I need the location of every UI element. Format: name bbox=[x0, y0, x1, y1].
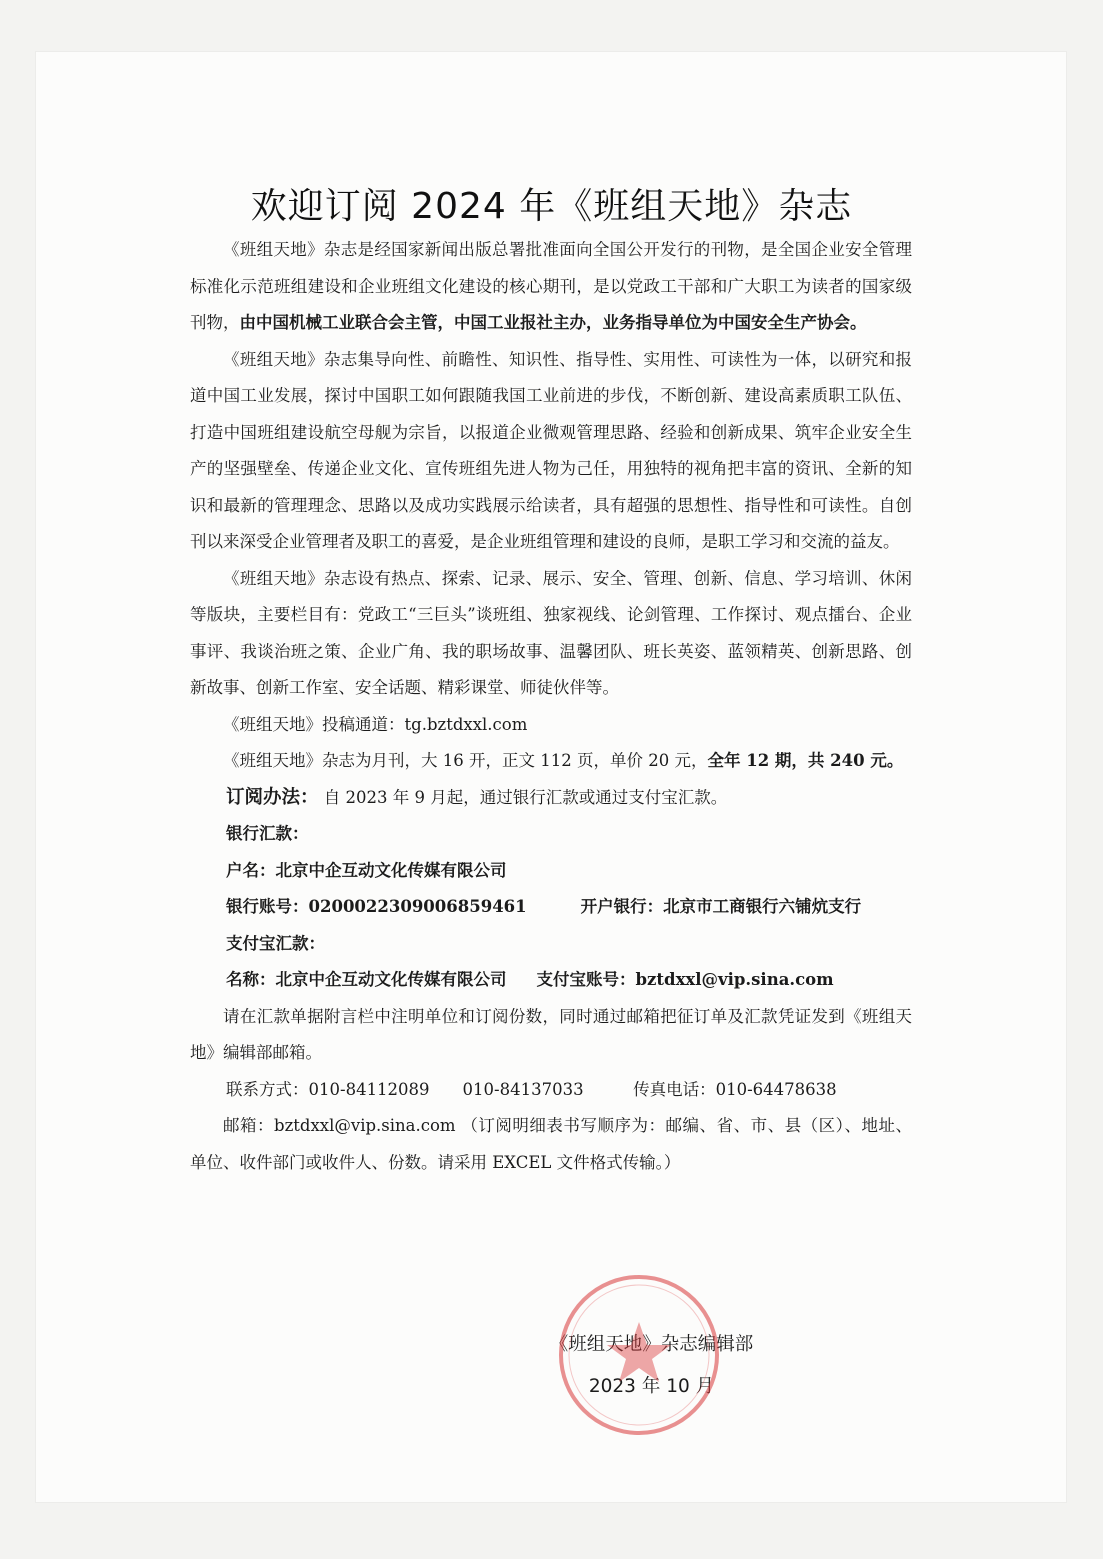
account-number-row bbox=[190, 889, 912, 926]
alipay-name: 名称：北京中企互动文化传媒有限公司 bbox=[226, 970, 507, 989]
alipay-account: 支付宝账号：bztdxxl@vip.sina.com bbox=[536, 970, 834, 989]
intro-p1-bold: 由中国机械工业联合会主管，中国工业报社主办，业务指导单位为中国安全生产协会。 bbox=[239, 313, 867, 332]
intro-paragraph-1 bbox=[190, 232, 912, 342]
account-name: 户名：北京中企互动文化传媒有限公司 bbox=[226, 860, 507, 880]
subscription-heading: 订阅办法： bbox=[226, 786, 319, 808]
official-seal bbox=[556, 1272, 722, 1438]
document-body bbox=[190, 232, 912, 1181]
price-bold: 全年 12 期，共 240 元。 bbox=[707, 751, 904, 770]
subscription-method bbox=[190, 780, 912, 817]
email-line: 邮箱：bztdxxl@vip.sina.com （订阅明细表书写顺序为：邮编、省、市、县（区）、地址、单位、收件部门或收件人、份数。请采用 EXCEL 文件格式传输。） bbox=[190, 1116, 912, 1172]
intro-paragraph-2: 《班组天地》杂志集导向性、前瞻性、知识性、指导性、实用性、可读性为一体，以研究和报道中国工业发展，探讨中国职工如何跟随我国工业前进的步伐，不断创新、建设高素质职工队伍、打造中国班组建设航空母舰为宗旨，以报道企业微观管理思路、经验和创新成果、筑牢企业安全生产的坚强壁垒、传递企业文化、宣传班组先进人物为己任，用独特的视角把丰富的资讯、全新的知识和最新的管理理念、思路以及成功实践展示给读者，具有超强的思想性、指导性和可读性。自创刊以来深受企业管理者及职工的喜爱，是企业班组管理和建设的良师，是职工学习和交流的益友。 bbox=[190, 349, 912, 551]
intro-paragraph-3: 《班组天地》杂志设有热点、探索、记录、展示、安全、管理、创新、信息、学习培训、休闲等版块，主要栏目有：党政工“三巨头”谈班组、独家视线、论剑管理、工作探讨、观点擂台、企业事评、我谈治班之策、企业广角、我的职场故事、温馨团队、班长英姿、蓝领精英、创新思路、创新故事、创新工作室、安全话题、精彩课堂、师徒伙伴等。 bbox=[190, 568, 912, 697]
price-line bbox=[190, 743, 912, 780]
alipay-row bbox=[190, 962, 912, 999]
bank-heading: 银行汇款： bbox=[226, 824, 309, 843]
signature-org: 《班组天地》杂志编辑部 bbox=[549, 1334, 754, 1355]
document-title: 欢迎订阅 2024 年《班组天地》杂志 bbox=[250, 186, 853, 227]
alipay-heading: 支付宝汇款： bbox=[226, 933, 325, 953]
contact-line: 联系方式：010-84112089 010-84137033 传真电话：010-64478638 bbox=[226, 1079, 837, 1099]
price-text: 《班组天地》杂志为月刊，大 16 开，正文 112 页，单价 20 元， bbox=[223, 751, 708, 770]
signature-date: 2023 年 10 月 bbox=[588, 1376, 715, 1397]
bank-name: 开户银行：北京市工商银行六铺炕支行 bbox=[580, 897, 862, 916]
intro-p1-text: 《班组天地》杂志是经国家新闻出版总署批准面向全国公开发行的刊物，是全国企业安全管理标准化示范班组建设和企业班组文化建设的核心期刊，是以党政工干部和广大职工为读者的国家级刊物， bbox=[190, 240, 912, 332]
account-name-row bbox=[190, 853, 912, 890]
account-number: 银行账号：0200022309006859461 bbox=[226, 897, 527, 916]
remittance-note: 请在汇款单据附言栏中注明单位和订阅份数，同时通过邮箱把征订单及汇款凭证发到《班组天地》编辑部邮箱。 bbox=[190, 1006, 912, 1062]
alipay-heading-row bbox=[190, 926, 912, 963]
seal-star bbox=[607, 1322, 671, 1382]
submission-line: 《班组天地》投稿通道：tg.bztdxxl.com bbox=[223, 714, 528, 734]
subscription-desc: 自 2023 年 9 月起，通过银行汇款或通过支付宝汇款。 bbox=[323, 787, 728, 807]
bank-heading-row bbox=[190, 816, 912, 853]
